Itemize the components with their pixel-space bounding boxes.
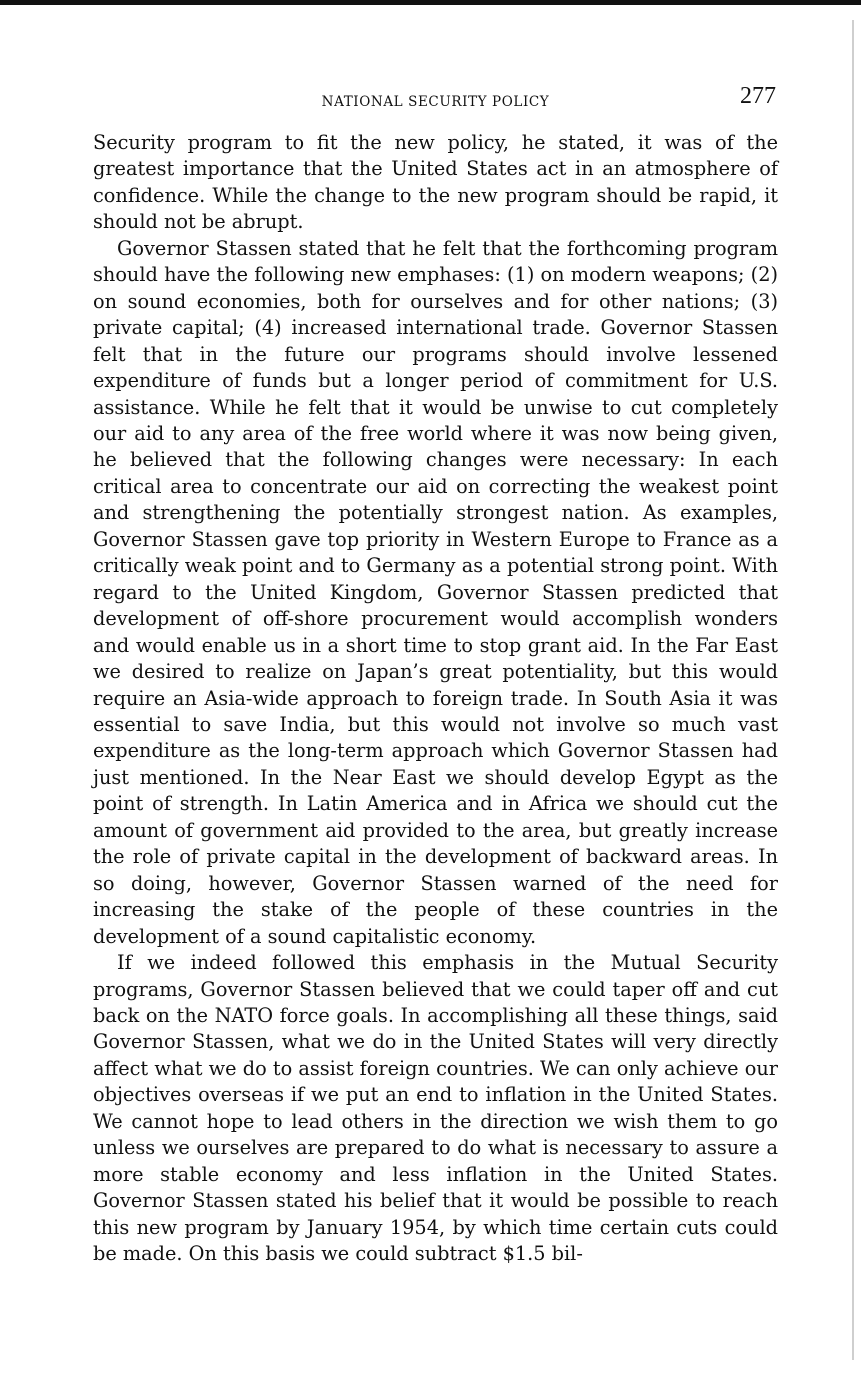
paragraph-mutual-security: If we indeed followed this emphasis in the Mutual Security programs, Governor Stassen believed that we could taper off and cut back on the NATO force goals. In accomplishing all these things, said Governor Stassen, what we do in the United States will very directly affect what we do to assist foreign countries. We can only achieve our objectives overseas if we put an end to inflation in the United States. We cannot hope to lead others in the direction we wish them to go unless we ourselves are prepared to do what is necessary to assure a more stable economy and less inflation in the United States. Governor Stassen stated his belief that it would be possible to reach this new program by January 1954, by which time certain cuts could be made. On this basis we could subtract $1.5 bil- — [93, 951, 778, 1266]
paragraph-continued: Security program to fit the new policy, he stated, it was of the greatest importance that the United States act in an atmosphere of confidence. While the change to the new program should be rapid, it should not be abrupt. — [93, 131, 778, 234]
running-title: NATIONAL SECURITY POLICY — [321, 94, 550, 110]
paragraph-stassen-emphases: Governor Stassen stated that he felt that the forthcoming program should have the following new emphases: (1) on modern weapons; (2) on sound economies, both for ourselves and for other nations; (3) private capital; (4) increased international trade. Governor Stassen felt that in the future our programs should involve lessened expenditure of funds but a longer period of commitment for U.S. assistance. While he felt that it would be unwise to cut completely our aid to any area of the free world where it was now being given, he believed that the following changes were necessary: In each critical area to concentrate our aid on correcting the weakest point and strengthening the potentially strongest nation. As examples, Governor Stassen gave top priority in Western Europe to France as a critically weak point and to Germany as a potential strong point. With regard to the United Kingdom, Governor Stassen predicted that development of off-shore procurement would accomplish wonders and would enable us in a short time to stop grant aid. In the Far East we desired to realize on Japan’s great potentiality, but this would require an Asia-wide approach to foreign trade. In South Asia it was essential to save India, but this would not involve so much vast expenditure as the long-term approach which Governor Stassen had just mentioned. In the Near East we should develop Egypt as the point of strength. In Latin America and in Africa we should cut the amount of government aid provided to the area, but greatly increase the role of private capital in the development of backward areas. In so doing, however, Governor Stassen warned of the need for increasing the stake of the people of these countries in the development of a sound capitalistic economy. — [93, 236, 778, 948]
document-page — [93, 80, 778, 1267]
page-edge-shadow — [852, 20, 854, 1360]
top-border-rule — [0, 0, 861, 5]
page-number: 277 — [740, 83, 776, 109]
running-header — [93, 80, 778, 130]
